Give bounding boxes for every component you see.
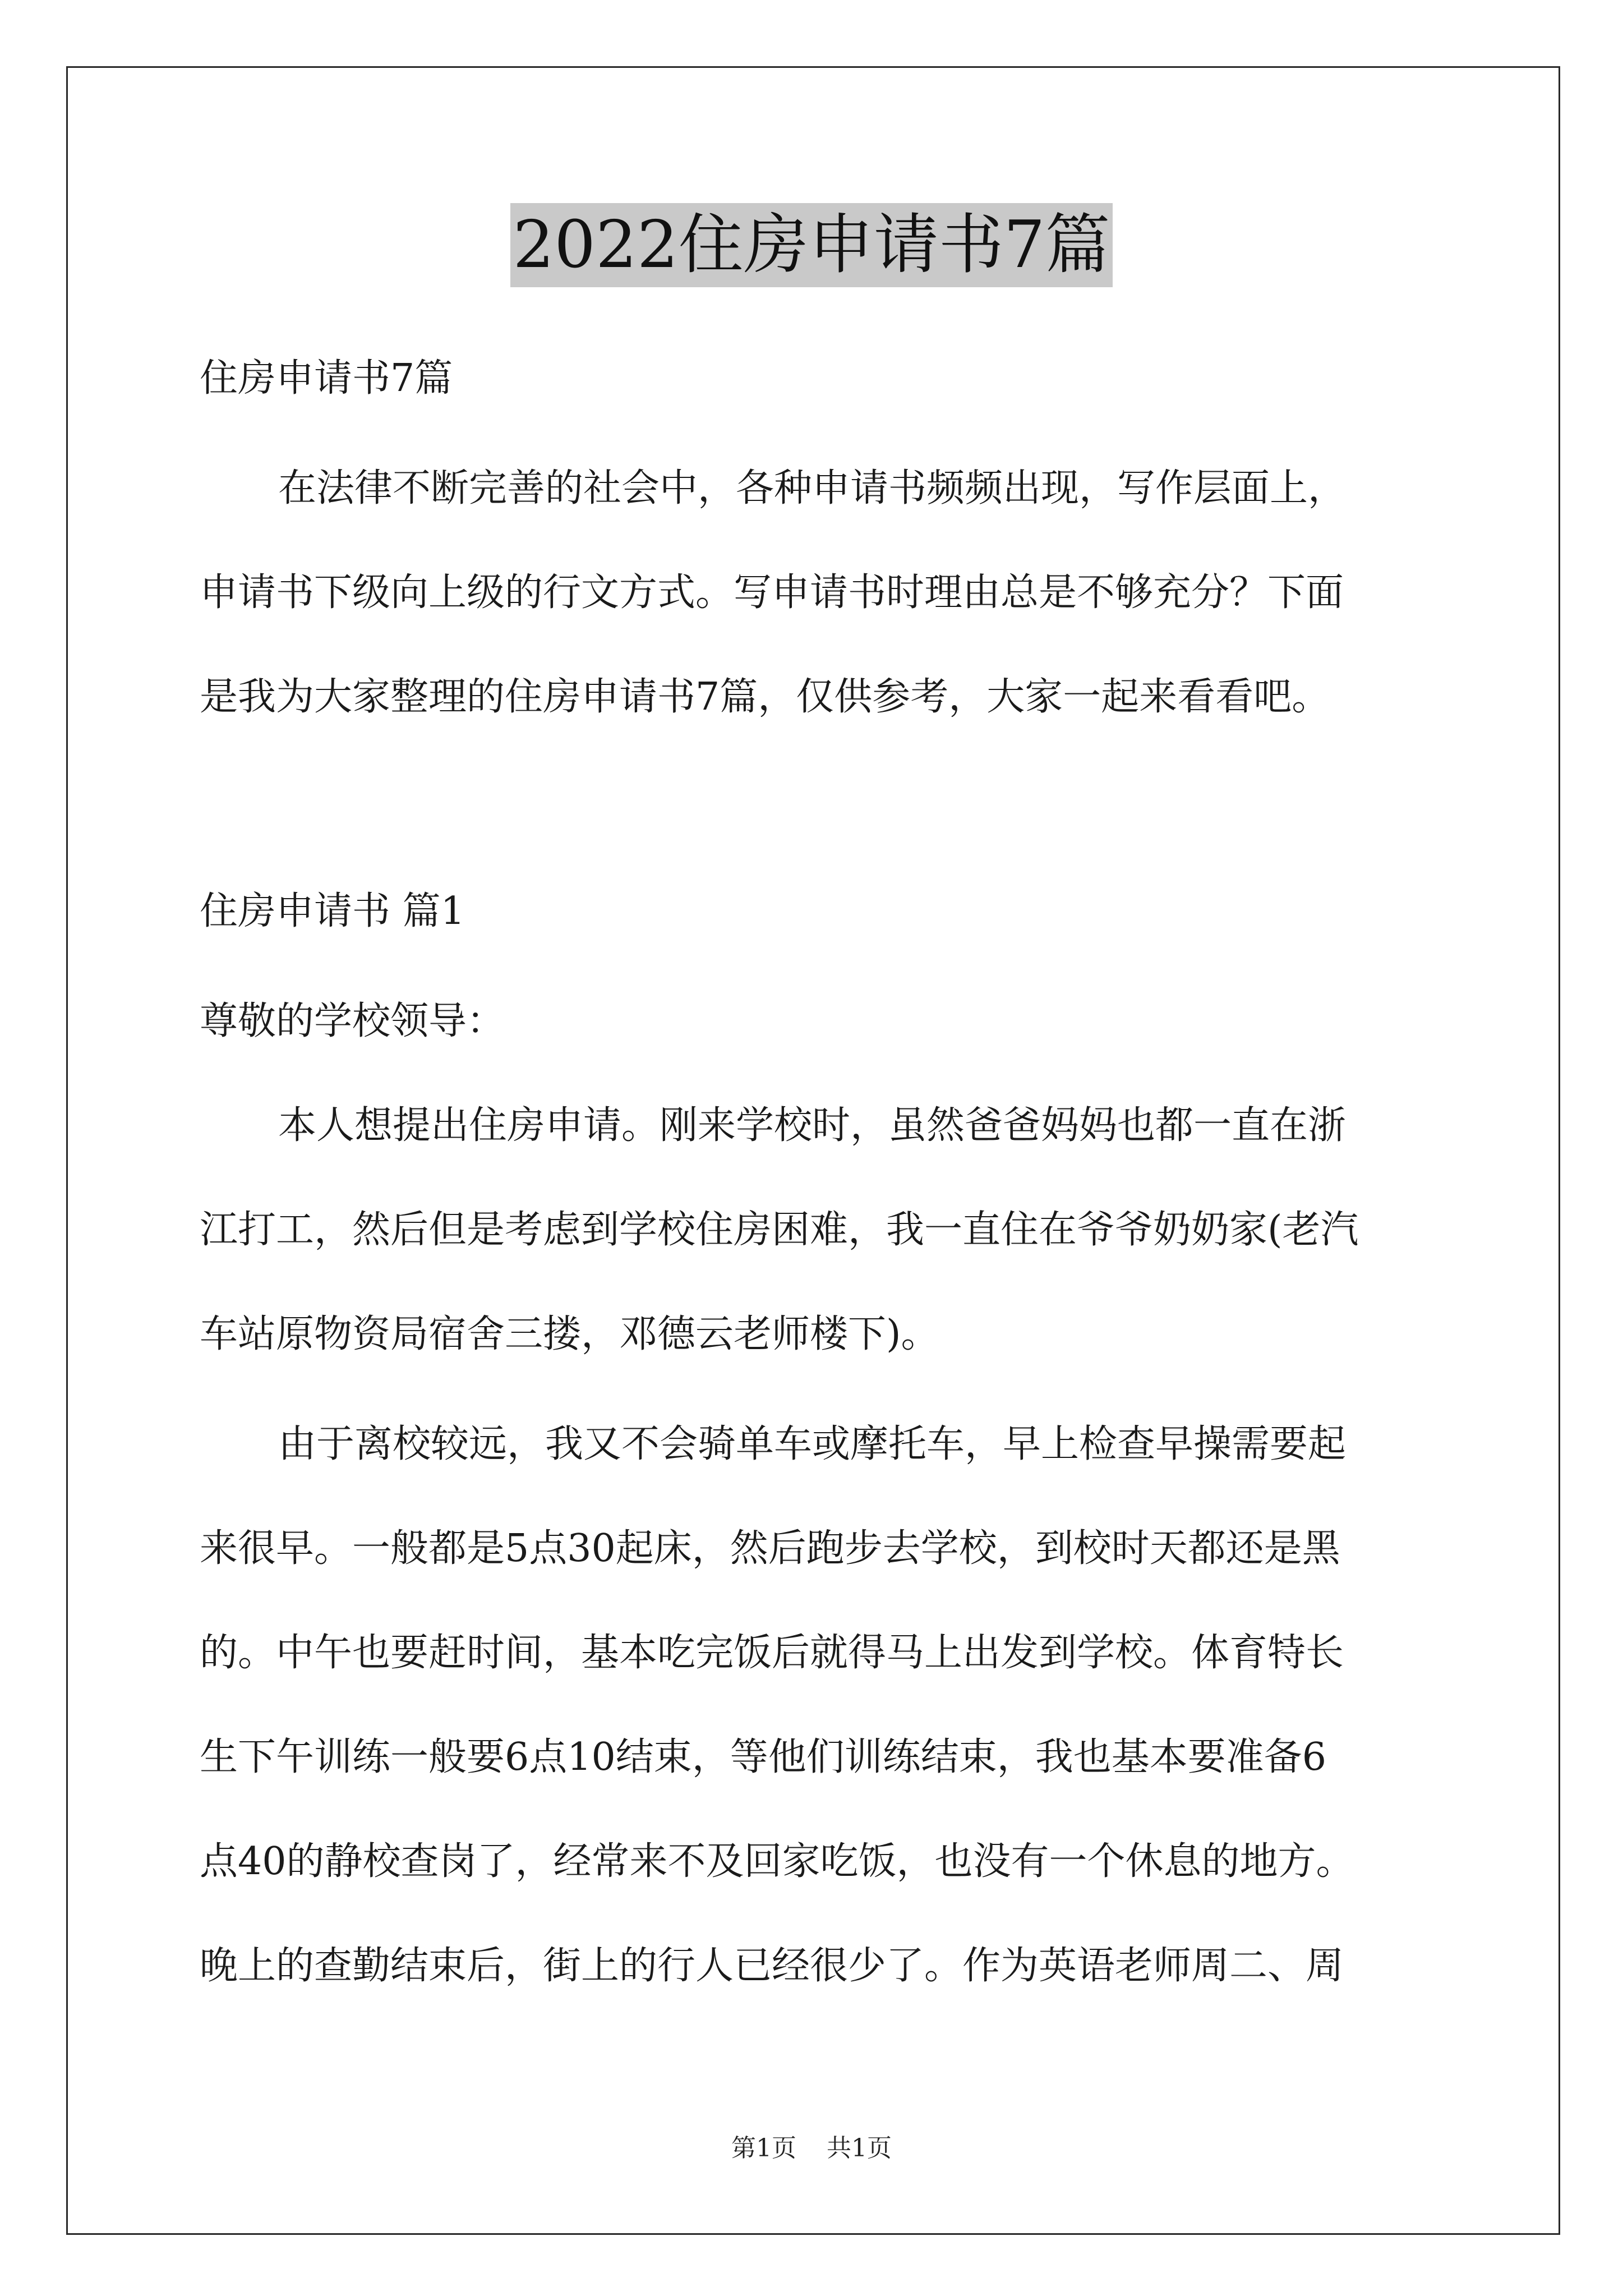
document-subtitle: 住房申请书7篇: [200, 356, 453, 401]
intro-line-3: 是我为大家整理的住房申请书7篇，仅供参考，大家一起来看看吧。: [200, 675, 1330, 719]
intro-line-1: 在法律不断完善的社会中，各种申请书频频出现，写作层面上，: [278, 466, 1347, 510]
paragraph1-line-1: 本人想提出住房申请。刚来学校时，虽然爸爸妈妈也都一直在浙: [278, 1103, 1347, 1148]
paragraph2-line-1: 由于离校较远，我又不会骑单车或摩托车，早上检查早操需要起: [278, 1422, 1347, 1466]
paragraph1-line-3: 车站原物资局宿舍三搂，邓德云老师楼下)。: [200, 1312, 939, 1356]
page-number-total: 共1页: [827, 2134, 892, 2162]
section-heading: 住房申请书 篇1: [200, 889, 465, 933]
page-number-current: 第1页: [731, 2134, 796, 2162]
salutation: 尊敬的学校领导：: [200, 999, 505, 1043]
page-footer: [0, 2132, 1623, 2165]
paragraph2-line-2: 来很早。一般都是5点30起床，然后跑步去学校，到校时天都还是黑: [200, 1526, 1340, 1571]
intro-line-2: 申请书下级向上级的行文方式。写申请书时理由总是不够充分？下面: [200, 570, 1344, 615]
paragraph2-line-5: 点40的静校查岗了，经常来不及回家吃饭，也没有一个休息的地方。: [200, 1839, 1354, 1884]
title-container: [0, 203, 1623, 287]
document-title: 2022住房申请书7篇: [510, 203, 1112, 287]
paragraph2-line-3: 的。中午也要赶时间，基本吃完饭后就得马上出发到学校。体育特长: [200, 1631, 1344, 1675]
paragraph1-line-2: 江打工，然后但是考虑到学校住房困难，我一直住在爷爷奶奶家(老汽: [200, 1208, 1359, 1252]
paragraph2-line-4: 生下午训练一般要6点10结束，等他们训练结束，我也基本要准备6: [200, 1735, 1327, 1779]
paragraph2-line-6: 晚上的查勤结束后，街上的行人已经很少了。作为英语老师周二、周: [200, 1944, 1344, 1988]
